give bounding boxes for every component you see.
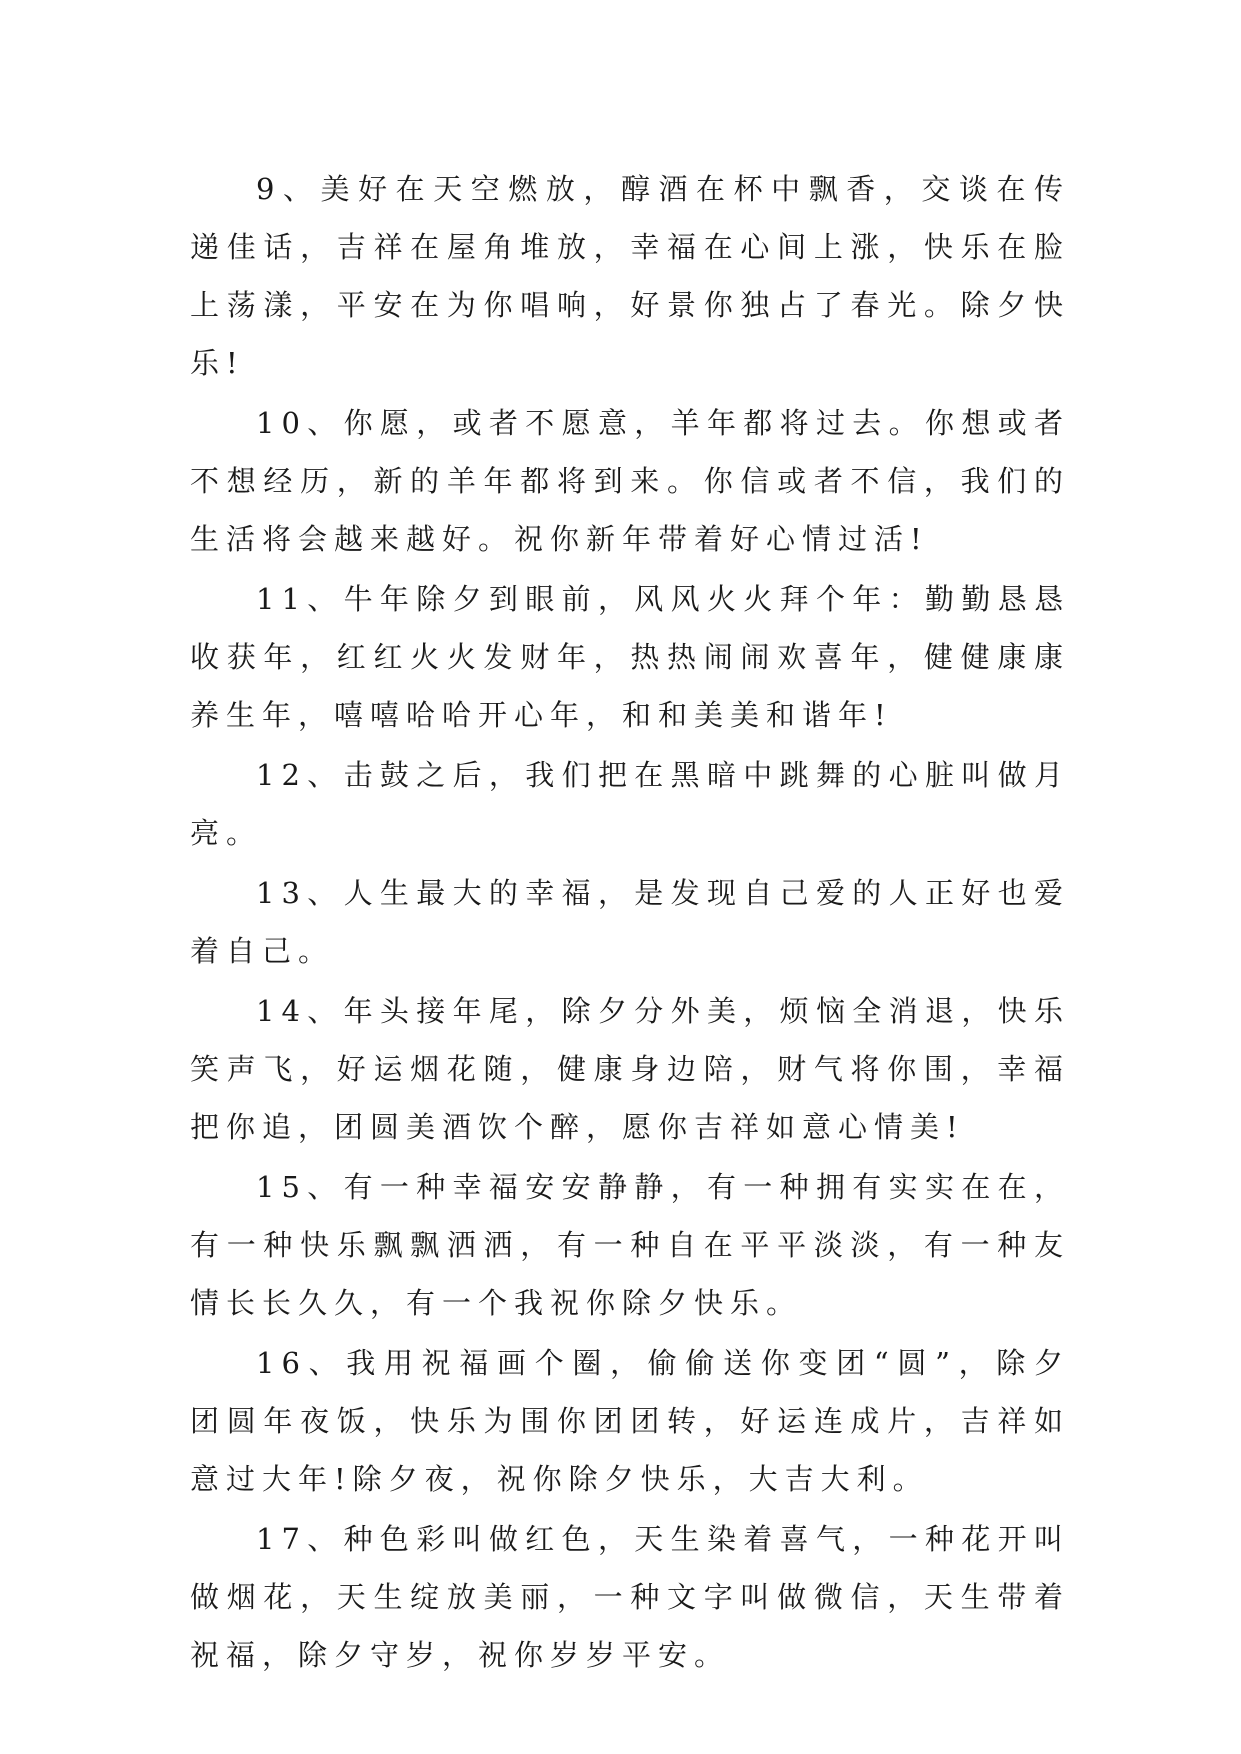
paragraph-13: 13、人生最大的幸福，是发现自己爱的人正好也爱着自己。 [190, 876, 1070, 968]
paragraph-14: 14、年头接年尾，除夕分外美，烦恼全消退，快乐笑声飞，好运烟花随，健康身边陪，财气将你围，幸福把你追，团圆美酒饮个醉，愿你吉祥如意心情美! [190, 994, 1070, 1144]
paragraph-15: 15、有一种幸福安安静静，有一种拥有实实在在，有一种快乐飘飘洒洒，有一种自在平平淡淡，有一种友情长长久久，有一个我祝你除夕快乐。 [190, 1170, 1070, 1320]
paragraph-12: 12、击鼓之后，我们把在黑暗中跳舞的心脏叫做月亮。 [190, 758, 1070, 850]
paragraph-11: 11、牛年除夕到眼前，风风火火拜个年：勤勤恳恳收获年，红红火火发财年，热热闹闹欢喜年，健健康康养生年，嘻嘻哈哈开心年，和和美美和谐年! [190, 582, 1070, 732]
document-body [190, 160, 1070, 1686]
paragraph-9: 9、美好在天空燃放，醇酒在杯中飘香，交谈在传递佳话，吉祥在屋角堆放，幸福在心间上涨，快乐在脸上荡漾，平安在为你唱响，好景你独占了春光。除夕快乐! [190, 172, 1070, 380]
paragraph-17: 17、种色彩叫做红色，天生染着喜气，一种花开叫做烟花，天生绽放美丽，一种文字叫做微信，天生带着祝福，除夕守岁，祝你岁岁平安。 [190, 1522, 1070, 1672]
paragraph-10: 10、你愿，或者不愿意，羊年都将过去。你想或者不想经历，新的羊年都将到来。你信或者不信，我们的生活将会越来越好。祝你新年带着好心情过活! [190, 406, 1070, 556]
paragraph-16: 16、我用祝福画个圈，偷偷送你变团“圆”，除夕团圆年夜饭，快乐为围你团团转，好运连成片，吉祥如意过大年!除夕夜，祝你除夕快乐，大吉大利。 [190, 1346, 1070, 1496]
